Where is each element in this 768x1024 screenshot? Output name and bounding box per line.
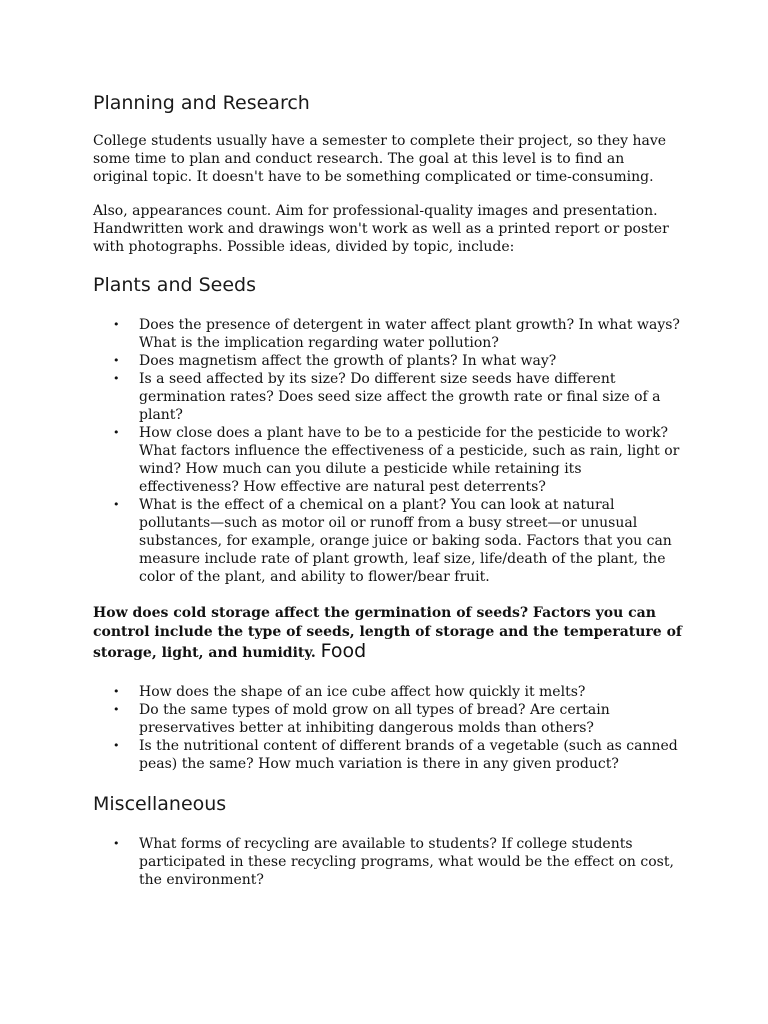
bullet-icon: • [113,703,120,716]
list-item [93,737,683,773]
list-item [93,316,683,352]
cold-storage-text: How does cold storage affect the germination of seeds? Factors you can control include the type of seeds, length of storage and the temperature of storage, light, and humidity. [93,605,682,661]
plants-list [93,316,683,586]
list-item [93,701,683,737]
bullet-icon: • [113,685,120,698]
bullet-icon: • [113,354,120,367]
heading-planning-and-research: Planning and Research [93,92,310,114]
list-item-text: How close does a plant have to be to a pesticide for the pesticide to work? What factors influence the effectiveness of a pesticide, such as rain, light or wind? How much can you dilute a pesticide while retaining its effectiveness? How effective are natural pest deterrents? [139,425,680,495]
list-item-text: Does magnetism affect the growth of plants? In what way? [139,353,557,369]
list-item [93,496,683,586]
heading-food: Food [320,640,367,662]
list-item-text: Is a seed affected by its size? Do different size seeds have different germination rates? Does seed size affect the growth rate or final size of a plant? [139,371,661,423]
list-item-text: What is the effect of a chemical on a plant? You can look at natural pollutants—such as motor oil or runoff from a busy street—or unusual substances, for example, orange juice or baking soda. Factors that you can measure include rate of plant growth, leaf size, life/death of the plant, the color of the plant, and ability to flower/bear fruit. [139,497,672,585]
list-item-text: Do the same types of mold grow on all types of bread? Are certain preservatives better at inhibiting dangerous molds than others? [139,702,610,736]
list-item-text: How does the shape of an ice cube affect how quickly it melts? [139,684,586,700]
heading-miscellaneous: Miscellaneous [93,793,227,815]
bullet-icon: • [113,318,120,331]
misc-list [93,835,683,889]
bullet-icon: • [113,739,120,752]
list-item [93,424,683,496]
food-list [93,683,683,773]
list-item [93,370,683,424]
list-item-text: What forms of recycling are available to students? If college students participated in these recycling programs, what would be the effect on cost, the environment? [139,836,674,888]
list-item [93,352,683,370]
heading-plants-and-seeds: Plants and Seeds [93,274,256,296]
bullet-icon: • [113,426,120,439]
list-item-text: Is the nutritional content of different brands of a vegetable (such as canned peas) the same? How much variation is there in any given product? [139,738,678,772]
document-page [93,88,683,889]
paragraph-cold-storage [93,604,683,663]
list-item [93,835,683,889]
bullet-icon: • [113,498,120,511]
paragraph-college-students: College students usually have a semester to complete their project, so they have some time to plan and conduct research. The goal at this level is to find an original topic. It doesn't have to be something complicated or time-consuming. [93,133,667,185]
list-item [93,683,683,701]
bullet-icon: • [113,837,120,850]
bullet-icon: • [113,372,120,385]
list-item-text: Does the presence of detergent in water affect plant growth? In what ways? What is the implication regarding water pollution? [139,317,680,351]
paragraph-appearances: Also, appearances count. Aim for professional-quality images and presentation. Handwritten work and drawings won't work as well as a printed report or poster with photographs. Possible ideas, divided by topic, include: [93,203,669,255]
